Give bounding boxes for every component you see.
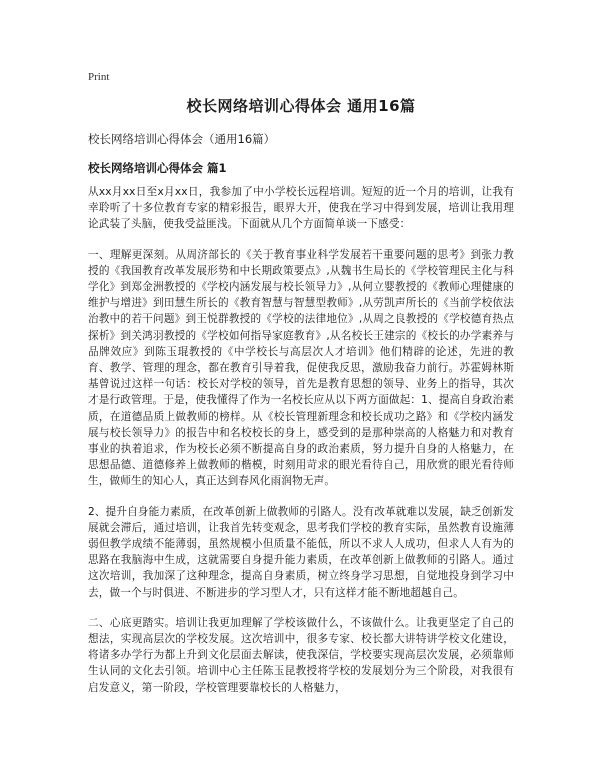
section-heading: 校长网络培训心得体会 篇1 — [88, 161, 227, 175]
paragraph-intro: 从xx月xx日至x月xx日，我参加了中小学校长远程培训。短短的近一个月的培训，让我有幸聆听了十多位教育专家的精彩报告，眼界大开，使我在学习中得到发展，培训让我用理论武装了头脑，使我受益匪浅。下面就从几个方面简单谈一下感受： — [88, 186, 514, 231]
paragraph-confidence: 二、心底更踏实。培训让我更加理解了学校该做什么，不该做什么。让我更坚定了自己的想法，实现高层次的学校发展。这次培训中，很多专家、校长都大讲特讲学校文化建设，将诸多办学行为都上升到文化层面去解读，使我深信，学校要实现高层次发展，必须靠师生认同的文化去引领。培训中心主任陈玉昆教授将学校的发展划分为三个阶段，对我很有启发意义，第一阶段，学校管理要靠校长的人格魅力， — [88, 616, 514, 694]
document-body — [88, 184, 514, 710]
document-title: 校长网络培训心得体会 通用16篇 — [186, 97, 416, 115]
print-link[interactable]: Print — [88, 71, 110, 83]
paragraph-understanding: 一、理解更深刻。从周济部长的《关于教育事业科学发展若干重要问题的思考》到张力教授的《我国教育改革发展形势和中长期政策要点》,从魏书生局长的《学校管理民主化与科学化》到郑金洲教授的《学校内涵发展与校长领导力》,从何立婴教授的《教师心理健康的维护与增进》到田慧生所长的《教育智慧与智慧型教师》,从劳凯声所长的《当前学校依法治教中的若干问题》到王悦群教授的《学校的法律地位》,从周之良教授的《学校德育热点探析》到关鸿羽教授的《学校如何指导家庭教育》,从名校长王建宗的《校长的办学素养与品牌效应》到陈玉琨教授的《中学校长与高层次人才培训》他们精辟的论述，先进的教育、教学、管理的理念，都在教育引导着我，促使我反思，激励我奋力前行。苏霍姆林斯基曾说过这样一句话：校长对学校的领导，首先是教育思想的领导、业务上的指导，其次才是行政管理。于是，使我懂得了作为一名校长应从以下两方面做起：1、提高自身政治素质，在道德品质上做教师的榜样。从《校长管理新理念和校长成功之路》和《学校内涵发展与校长领导力》的报告中和名校校长的身上，感受到的是那种崇高的人格魅力和对教育事业的执着追求，作为校长必须不断提高自身的政治素质，努力提升自身的人格魅力，在思想品德、道德修养上做教师的楷模，时刻用苛求的眼光看待自己，用欣赏的眼光看待师生，做师生的知心人，真正达到春风化雨润物无声。 — [88, 248, 514, 488]
document-subtitle: 校长网络培训心得体会（通用16篇） — [88, 132, 276, 146]
paragraph-ability: 2、提升自身能力素质，在改革创新上做教师的引路人。没有改革就难以发展，缺乏创新发展就会滞后，通过培训，让我首先转变观念，思考我们学校的教育实际，虽然教育设施薄弱但教学成绩不能薄弱，虽然规模小但质量不能低，所以不求人人成功，但求人人有为的思路在我脑海中生成，这就需要自身提升能力素质，在改革创新上做教师的引路人。通过这次培训，我加深了这种理念，提高自身素质，树立终身学习思想，自觉地投身到学习中去，做一个与时俱进、不断进步的学习型人才，只有这样才能不断地超越自己。 — [88, 505, 514, 599]
